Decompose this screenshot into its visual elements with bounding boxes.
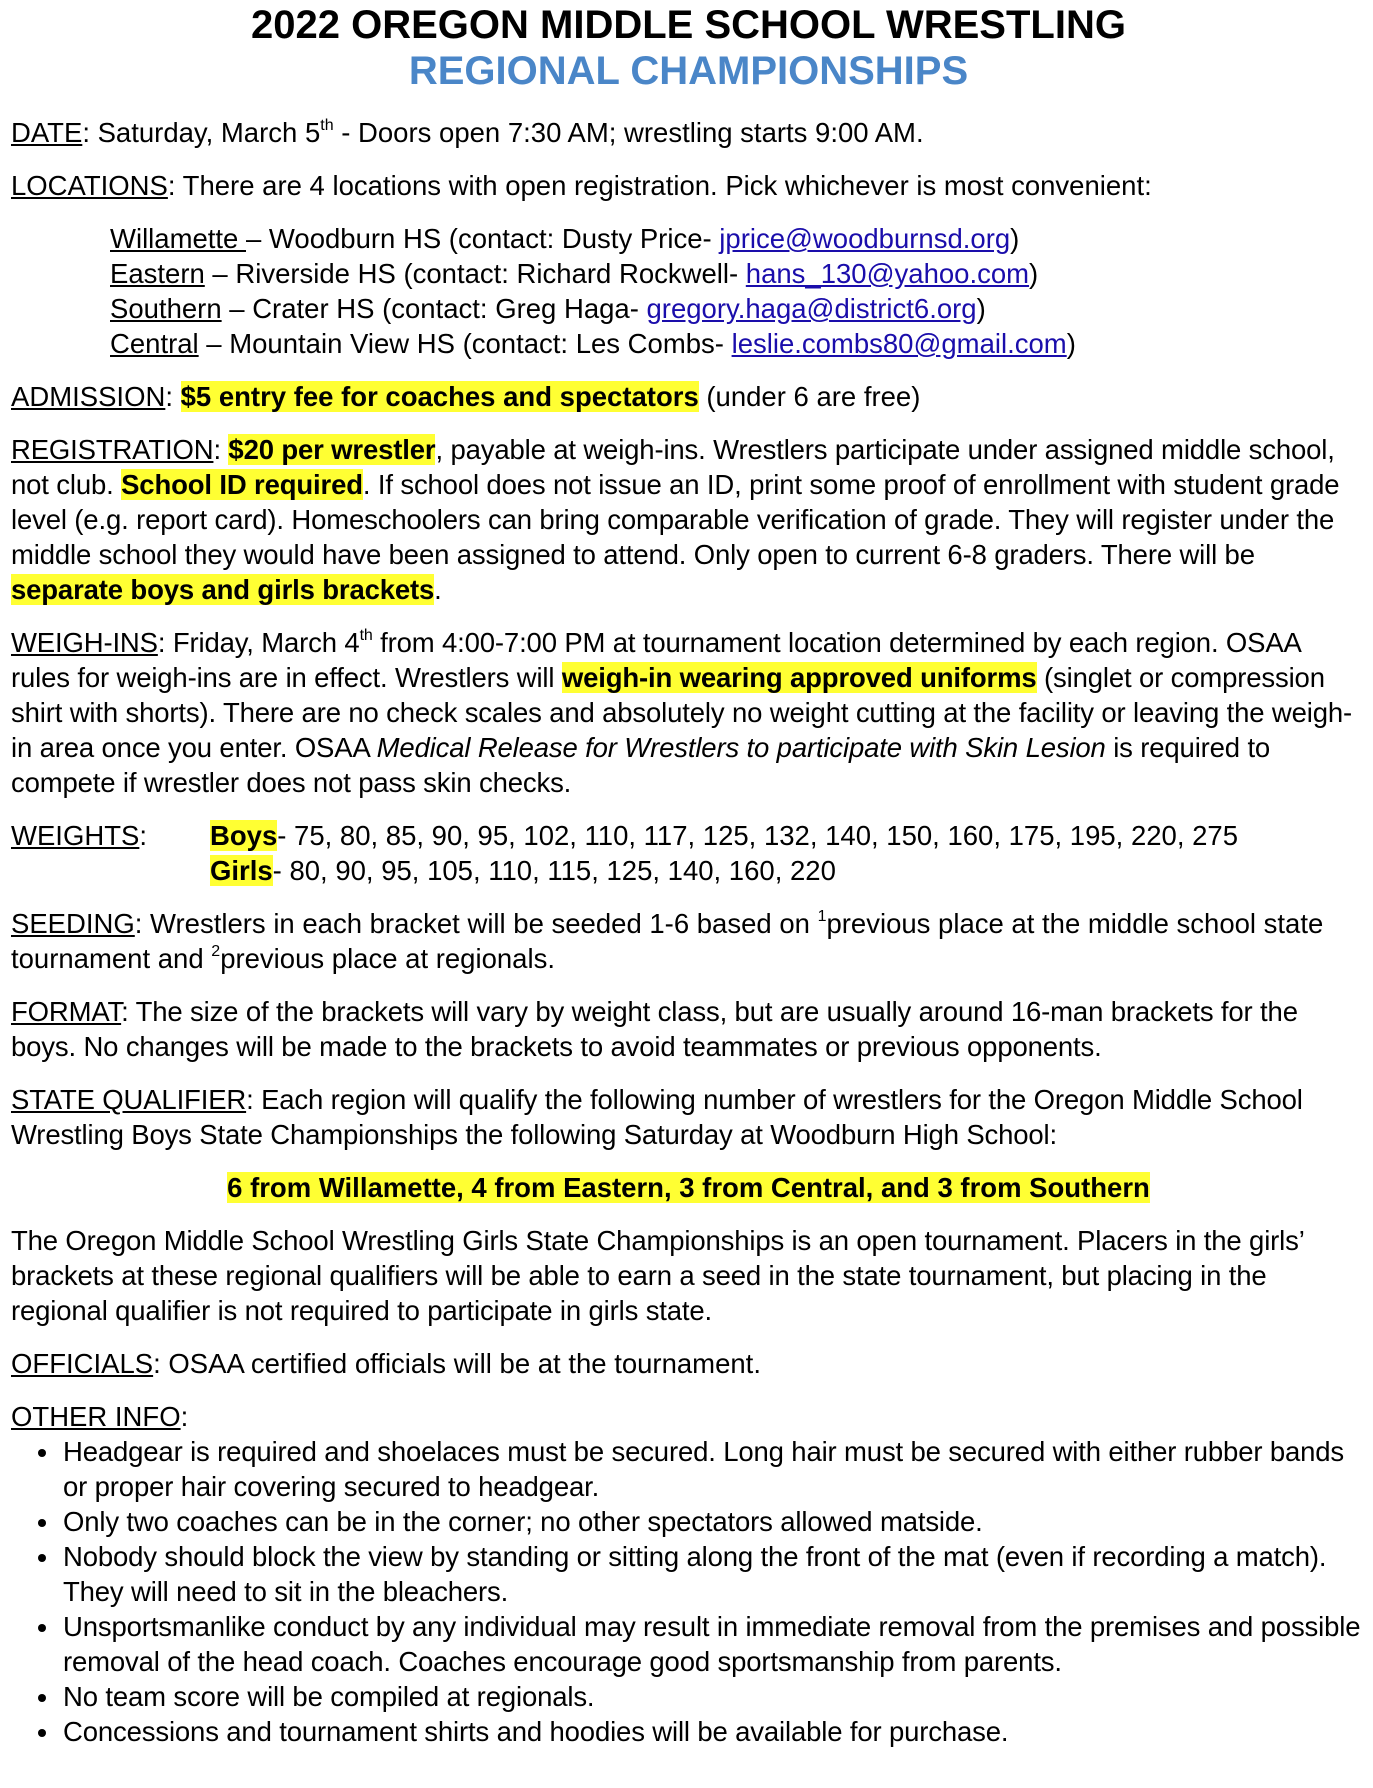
registration-label: REGISTRATION xyxy=(11,434,214,465)
girls-state-paragraph: The Oregon Middle School Wrestling Girls State Championships is an open tournament. Placers in the girls’ brackets at these regional qualifiers will be able to earn a seed in the state tournament, but placing in the regional qualifier is not required to participate in girls state. xyxy=(11,1225,1304,1326)
date-label: DATE xyxy=(11,117,83,148)
format-label: FORMAT xyxy=(11,996,122,1027)
registration-section: REGISTRATION: $20 per wrestler, payable at weigh-ins. Wrestlers participate under assigned middle school, not club. School ID required. If school does not issue an ID, print some proof of enrollment with student grade level (e.g. report card). Homeschoolers can bring comparable verification of grade. They will register under the middle school they would have been assigned to attend. Only open to current 6-8 graders. There will be separate boys and girls brackets. xyxy=(11,434,1340,605)
list-item: • Unsportsmanlike conduct by any individual may result in immediate removal from the premises and possible removal of the head coach. Coaches encourage good sportsmanship from parents. xyxy=(61,1609,1366,1679)
location-item: Southern – Crater HS (contact: Greg Haga- gregory.haga@district6.org) xyxy=(110,293,986,324)
list-item: • Nobody should block the view by standing or sitting along the front of the mat (even if recording a match). They will need to sit in the bleachers. xyxy=(61,1539,1366,1609)
email-link[interactable]: jprice@woodburnsd.org xyxy=(719,223,1011,254)
locations-label: LOCATIONS xyxy=(11,170,168,201)
locations-section: LOCATIONS: There are 4 locations with open registration. Pick whichever is most convenient: xyxy=(11,170,1152,201)
page-title: 2022 OREGON MIDDLE SCHOOL WRESTLING xyxy=(251,3,1126,47)
list-item: • Concessions and tournament shirts and hoodies will be available for purchase. xyxy=(61,1714,1366,1749)
admission-highlight: $5 entry fee for coaches and spectators xyxy=(180,381,699,412)
boys-weights: Boys- 75, 80, 85, 90, 95, 102, 110, 117, 125, 132, 140, 150, 160, 175, 195, 220, 275 xyxy=(210,820,1238,851)
other-info-list xyxy=(11,1434,1366,1749)
state-qualifier-section: STATE QUALIFIER: Each region will qualify the following number of wrestlers for the Oregon Middle School Wrestling Boys State Championships the following Saturday at Woodburn High School: xyxy=(11,1084,1303,1150)
list-item: • No team score will be compiled at regionals. xyxy=(61,1679,1366,1714)
girls-weights: Girls- 80, 90, 95, 105, 110, 115, 125, 140, 160, 220 xyxy=(210,855,836,886)
location-item: Willamette – Woodburn HS (contact: Dusty Price- jprice@woodburnsd.org) xyxy=(110,223,1020,254)
seeding-label: SEEDING xyxy=(11,908,135,939)
state-qualifier-label: STATE QUALIFIER xyxy=(11,1084,247,1115)
flyer-page xyxy=(11,0,1366,1749)
location-item: Central – Mountain View HS (contact: Les Combs- leslie.combs80@gmail.com) xyxy=(110,328,1076,359)
weighins-section: WEIGH-INS: Friday, March 4th from 4:00-7:00 PM at tournament location determined by each region. OSAA rules for weigh-ins are in effect. Wrestlers will weigh-in wearing approved uniforms (singlet or compression shirt with shorts). There are no check scales and absolutely no weight cutting at the facility or leaving the weigh-in area once you enter. OSAA Medical Release for Wrestlers to participate with Skin Lesion is required to compete if wrestler does not pass skin checks. xyxy=(11,626,1352,798)
weights-label: WEIGHTS xyxy=(11,820,140,851)
email-link[interactable]: gregory.haga@district6.org xyxy=(646,293,977,324)
location-item: Eastern – Riverside HS (contact: Richard Rockwell- hans_130@yahoo.com) xyxy=(110,258,1039,289)
officials-section: OFFICIALS: OSAA certified officials will be at the tournament. xyxy=(11,1348,761,1379)
admission-section: ADMISSION: $5 entry fee for coaches and spectators (under 6 are free) xyxy=(11,381,921,412)
date-section: DATE: Saturday, March 5th - Doors open 7:30 AM; wrestling starts 9:00 AM. xyxy=(11,116,924,148)
weights-section: WEIGHTS: Boys- 75, 80, 85, 90, 95, 102, 110, 117, 125, 132, 140, 150, 160, 175, 195, 220, 275 Girls- 80, 90, 95, 105, 110, 115, 125, 140, 160, 220 xyxy=(11,820,1238,886)
page-subtitle: REGIONAL CHAMPIONSHIPS xyxy=(408,49,969,93)
officials-label: OFFICIALS xyxy=(11,1348,154,1379)
locations-list xyxy=(11,221,1366,361)
seeding-section: SEEDING: Wrestlers in each bracket will be seeded 1-6 based on $^1$previous place at the middle school state tournament and $^2$previous place at regionals. xyxy=(11,907,1324,974)
list-item: • Only two coaches can be in the corner; no other spectators allowed matside. xyxy=(61,1504,1366,1539)
list-item: • Headgear is required and shoelaces must be secured. Long hair must be secured with either rubber bands or proper hair covering secured to headgear. xyxy=(61,1434,1366,1504)
email-link[interactable]: leslie.combs80@gmail.com xyxy=(731,328,1067,359)
state-qualifier-allocation: 6 from Willamette, 4 from Eastern, 3 from Central, and 3 from Southern xyxy=(227,1172,1150,1203)
other-info-heading: OTHER INFO: xyxy=(11,1401,189,1432)
admission-label: ADMISSION xyxy=(11,381,166,412)
other-info-label: OTHER INFO xyxy=(11,1401,181,1432)
email-link[interactable]: hans_130@yahoo.com xyxy=(745,258,1030,289)
weighins-label: WEIGH-INS xyxy=(11,627,158,658)
format-section: FORMAT: The size of the brackets will vary by weight class, but are usually around 16-man brackets for the boys. No changes will be made to the brackets to avoid teammates or previous opponents. xyxy=(11,996,1298,1062)
